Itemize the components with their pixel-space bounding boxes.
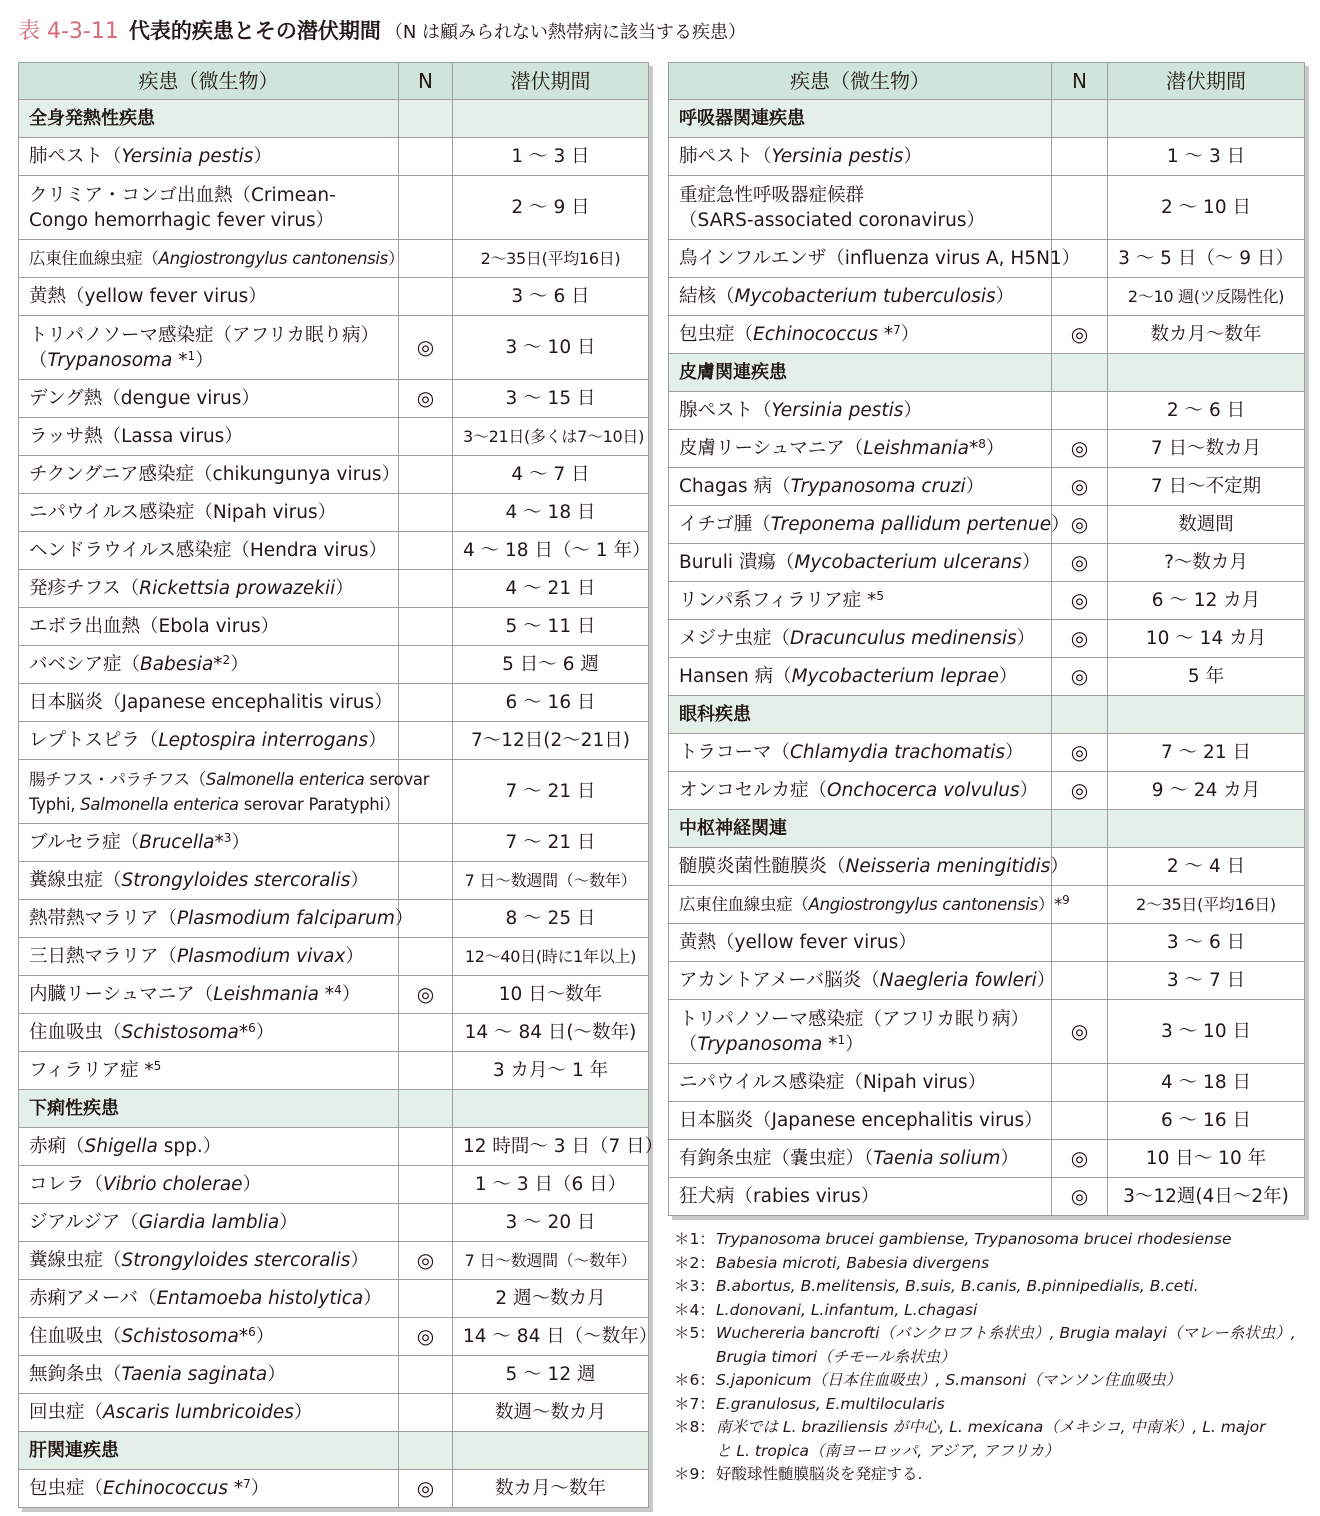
incubation-period-cell: 10 ～ 14 カ月: [1108, 620, 1305, 658]
footnote: [674, 1299, 1314, 1323]
incubation-period-cell: 3 ～ 5 日（～ 9 日）: [1108, 240, 1305, 278]
ntd-mark-cell: [399, 862, 453, 900]
disease-cell: Chagas 病（Trypanosoma cruzi）: [669, 468, 1052, 506]
ntd-mark-cell: [399, 1128, 453, 1166]
footnote-mark: ＊4：: [674, 1300, 715, 1319]
incubation-period-cell: 7 ～ 21 日: [453, 760, 649, 824]
disease-cell: レプトスピラ（Leptospira interrogans）: [19, 722, 399, 760]
disease-cell: 黄熱（yellow fever virus）: [19, 278, 399, 316]
table-label: 表 4-3-11: [18, 19, 119, 44]
category-n-cell: [1052, 100, 1108, 138]
table-row: [669, 468, 1305, 506]
disease-cell: バベシア症（Babesia*$^2$）: [19, 646, 399, 684]
table-row: [19, 1394, 649, 1432]
disease-cell: リンパ系フィラリア症 *$^5$: [669, 582, 1052, 620]
ntd-mark-cell: ◎: [1052, 772, 1108, 810]
footnote: [674, 1252, 1314, 1276]
ntd-mark-cell: [399, 684, 453, 722]
incubation-period-cell: 8 ～ 25 日: [453, 900, 649, 938]
ntd-mark-cell: [399, 722, 453, 760]
category-n-cell: [1052, 810, 1108, 848]
table-row: [669, 1064, 1305, 1102]
table-row: [669, 962, 1305, 1000]
incubation-period-cell: 数カ月～数年: [453, 1470, 649, 1508]
incubation-period-cell: 3 ～ 6 日: [1108, 924, 1305, 962]
disease-cell: 重症急性呼吸器症候群 （SARS-associated coronavirus）: [669, 176, 1052, 240]
ntd-mark-cell: [399, 1014, 453, 1052]
incubation-period-cell: 3 ～ 10 日: [453, 316, 649, 380]
incubation-period-cell: 14 ～ 84 日(～数年): [453, 1014, 649, 1052]
table-row: [19, 418, 649, 456]
incubation-period-cell: 12～40日(時に1年以上): [453, 938, 649, 976]
disease-cell: オンコセルカ症（Onchocerca volvulus）: [669, 772, 1052, 810]
ntd-mark-cell: ◎: [1052, 1178, 1108, 1216]
disease-cell: 結核（Mycobacterium tuberculosis）: [669, 278, 1052, 316]
incubation-period-cell: 3 ～ 20 日: [453, 1204, 649, 1242]
ntd-mark-cell: [399, 608, 453, 646]
ntd-mark-cell: ◎: [1052, 734, 1108, 772]
incubation-period-cell: 4 ～ 21 日: [453, 570, 649, 608]
table-row: [19, 1128, 649, 1166]
table-row: [19, 278, 649, 316]
incubation-period-cell: 7 ～ 21 日: [453, 824, 649, 862]
table-row: [669, 392, 1305, 430]
table-row: [19, 938, 649, 976]
table-row: [19, 1204, 649, 1242]
table-row: [19, 456, 649, 494]
footnote-mark: ＊7：: [674, 1394, 715, 1413]
table-row: [19, 570, 649, 608]
footnote-mark: [674, 1440, 716, 1464]
ntd-mark-cell: [399, 456, 453, 494]
table-row: [19, 646, 649, 684]
disease-cell: 腺ペスト（Yersinia pestis）: [669, 392, 1052, 430]
footnote: [674, 1228, 1314, 1252]
incubation-period-cell: 7 日～数カ月: [1108, 430, 1305, 468]
table-row: [19, 176, 649, 240]
table-row: [19, 532, 649, 570]
footnote-mark: ＊8：: [674, 1418, 715, 1436]
table-row: [19, 1014, 649, 1052]
disease-cell: 広東住血線虫症（Angiostrongylus cantonensis）: [19, 240, 399, 278]
disease-cell: クリミア・コンゴ出血熱（Crimean- Congo hemorrhagic fever virus）: [19, 176, 399, 240]
incubation-period-cell: 2 ～ 4 日: [1108, 848, 1305, 886]
ntd-mark-cell: [1052, 278, 1108, 316]
category-label: 下痢性疾患: [19, 1090, 399, 1128]
incubation-period-cell: 7～12日(2～21日): [453, 722, 649, 760]
category-label: 全身発熱性疾患: [19, 100, 399, 138]
table-row: [669, 1140, 1305, 1178]
category-n-cell: [399, 1432, 453, 1470]
footnote-text: Trypanosoma brucei gambiense, Trypanosoma brucei rhodesiense: [716, 1230, 1232, 1248]
incubation-period-cell: 3 ～ 15 日: [453, 380, 649, 418]
ntd-mark-cell: [399, 278, 453, 316]
ntd-mark-cell: [399, 1394, 453, 1432]
table-row: [19, 1280, 649, 1318]
disease-cell: エボラ出血熱（Ebola virus）: [19, 608, 399, 646]
ntd-mark-cell: ◎: [399, 316, 453, 380]
ntd-mark-cell: [399, 938, 453, 976]
disease-cell: トラコーマ（Chlamydia trachomatis）: [669, 734, 1052, 772]
category-n-cell: [399, 100, 453, 138]
table-row: [669, 772, 1305, 810]
disease-cell: 広東住血線虫症（Angiostrongylus cantonensis）*$^9$: [669, 886, 1052, 924]
category-n-cell: [1052, 354, 1108, 392]
disease-cell: 髄膜炎菌性髄膜炎（Neisseria meningitidis）: [669, 848, 1052, 886]
disease-cell: 発疹チフス（Rickettsia prowazekii）: [19, 570, 399, 608]
incubation-period-cell: 7 日～数週間（～数年）: [453, 862, 649, 900]
ntd-mark-cell: [399, 646, 453, 684]
disease-cell: 狂犬病（rabies virus）: [669, 1178, 1052, 1216]
disease-cell: アカントアメーバ脳炎（Naegleria fowleri）: [669, 962, 1052, 1000]
incubation-period-cell: 2 ～ 6 日: [1108, 392, 1305, 430]
incubation-period-cell: 3 ～ 10 日: [1108, 1000, 1305, 1064]
footnote-text: 好酸球性髄膜脳炎を発症する.: [716, 1465, 923, 1483]
ntd-mark-cell: ◎: [1052, 1000, 1108, 1064]
disease-cell: 糞線虫症（Strongyloides stercoralis）: [19, 1242, 399, 1280]
table-row: [669, 582, 1305, 620]
category-period-cell: [1108, 354, 1305, 392]
disease-cell: 皮膚リーシュマニア（Leishmania*$^8$）: [669, 430, 1052, 468]
incubation-period-cell: 3 カ月～ 1 年: [453, 1052, 649, 1090]
disease-cell: フィラリア症 *$^5$: [19, 1052, 399, 1090]
header-disease: 疾患（微生物）: [19, 63, 399, 100]
ntd-mark-cell: [1052, 138, 1108, 176]
incubation-period-cell: 1 ～ 3 日（6 日）: [453, 1166, 649, 1204]
disease-cell: イチゴ腫（Treponema pallidum pertenue）: [669, 506, 1052, 544]
incubation-period-cell: 数カ月～数年: [1108, 316, 1305, 354]
footnote: [674, 1275, 1314, 1299]
table-row: [669, 544, 1305, 582]
table-row: [19, 760, 649, 824]
header-period: 潜伏期間: [453, 63, 649, 100]
table-row: [19, 380, 649, 418]
category-label: 肝関連疾患: [19, 1432, 399, 1470]
table-row: [669, 138, 1305, 176]
table-row: [19, 900, 649, 938]
table-row: [19, 1318, 649, 1356]
incubation-table-left: [18, 62, 664, 1508]
incubation-period-cell: 3 ～ 6 日: [453, 278, 649, 316]
category-period-cell: [453, 100, 649, 138]
table-row: [19, 138, 649, 176]
incubation-period-cell: 5 日～ 6 週: [453, 646, 649, 684]
ntd-mark-cell: [1052, 392, 1108, 430]
ntd-mark-cell: [399, 138, 453, 176]
ntd-mark-cell: [1052, 176, 1108, 240]
incubation-period-cell: 4 ～ 18 日（～ 1 年）: [453, 532, 649, 570]
disease-cell: 包虫症（Echinococcus *$^7$）: [669, 316, 1052, 354]
table-row: [19, 1470, 649, 1508]
ntd-mark-cell: ◎: [1052, 582, 1108, 620]
ntd-mark-cell: [399, 240, 453, 278]
disease-cell: ラッサ熱（Lassa virus）: [19, 418, 399, 456]
footnote-text: L.donovani, L.infantum, L.chagasi: [716, 1300, 978, 1319]
footnote-text: B.abortus, B.melitensis, B.suis, B.canis, B.pinnipedialis, B.ceti.: [716, 1277, 1199, 1295]
category-n-cell: [1052, 696, 1108, 734]
incubation-period-cell: 3～12週(4日～2年): [1108, 1178, 1305, 1216]
footnote: [674, 1322, 1314, 1346]
category-label: 中枢神経関連: [669, 810, 1052, 848]
table-row: [19, 608, 649, 646]
disease-cell: Hansen 病（Mycobacterium leprae）: [669, 658, 1052, 696]
table-row: [669, 1000, 1305, 1064]
incubation-period-cell: 2 週～数カ月: [453, 1280, 649, 1318]
disease-cell: 日本脳炎（Japanese encephalitis virus）: [669, 1102, 1052, 1140]
incubation-period-cell: 10 日～数年: [453, 976, 649, 1014]
footnote: [674, 1440, 1314, 1464]
disease-cell: メジナ虫症（Dracunculus medinensis）: [669, 620, 1052, 658]
disease-cell: ニパウイルス感染症（Nipah virus）: [669, 1064, 1052, 1102]
table-row: [19, 316, 649, 380]
table-row: [669, 848, 1305, 886]
header-n: N: [1052, 63, 1108, 100]
category-period-cell: [1108, 696, 1305, 734]
ntd-mark-cell: ◎: [399, 1470, 453, 1508]
ntd-mark-cell: ◎: [1052, 620, 1108, 658]
category-row: [669, 810, 1305, 848]
disease-cell: 黄熱（yellow fever virus）: [669, 924, 1052, 962]
footnote-mark: ＊5：: [674, 1324, 715, 1342]
disease-cell: Buruli 潰瘍（Mycobacterium ulcerans）: [669, 544, 1052, 582]
disease-cell: 三日熱マラリア（Plasmodium vivax）: [19, 938, 399, 976]
ntd-mark-cell: [399, 176, 453, 240]
table-row: [669, 278, 1305, 316]
table-title: [18, 14, 746, 48]
table-row: [669, 430, 1305, 468]
ntd-mark-cell: [399, 1052, 453, 1090]
incubation-period-cell: 2～10 週(ツ反陽性化): [1108, 278, 1305, 316]
ntd-mark-cell: ◎: [399, 976, 453, 1014]
ntd-mark-cell: ◎: [1052, 658, 1108, 696]
footnote-mark: ＊9：: [674, 1465, 715, 1483]
ntd-mark-cell: ◎: [1052, 316, 1108, 354]
incubation-period-cell: 6 ～ 12 カ月: [1108, 582, 1305, 620]
ntd-mark-cell: ◎: [399, 1242, 453, 1280]
footnote-mark: ＊6：: [674, 1371, 715, 1389]
category-period-cell: [1108, 810, 1305, 848]
table-row: [669, 316, 1305, 354]
category-n-cell: [399, 1090, 453, 1128]
ntd-mark-cell: ◎: [1052, 468, 1108, 506]
disease-cell: ニパウイルス感染症（Nipah virus）: [19, 494, 399, 532]
table-row: [19, 824, 649, 862]
disease-cell: 内臓リーシュマニア（Leishmania *$^4$）: [19, 976, 399, 1014]
incubation-period-cell: 1 ～ 3 日: [453, 138, 649, 176]
table-row: [19, 1052, 649, 1090]
disease-cell: ブルセラ症（Brucella*$^3$）: [19, 824, 399, 862]
footnote-mark: [674, 1346, 716, 1370]
incubation-period-cell: 6 ～ 16 日: [1108, 1102, 1305, 1140]
ntd-mark-cell: ◎: [1052, 544, 1108, 582]
disease-cell: 有鉤条虫症（嚢虫症）（Taenia solium）: [669, 1140, 1052, 1178]
category-period-cell: [1108, 100, 1305, 138]
header-row: [19, 63, 649, 100]
footnote-text: 南米では L. braziliensis が中心, L. mexicana（メキシコ, 中南米）, L. major: [716, 1418, 1266, 1436]
incubation-period-cell: 5 ～ 11 日: [453, 608, 649, 646]
disease-cell: ジアルジア（Giardia lamblia）: [19, 1204, 399, 1242]
table-heading: 代表的疾患とその潜伏期間: [128, 19, 381, 43]
incubation-period-cell: 7 日～不定期: [1108, 468, 1305, 506]
table-row: [19, 1242, 649, 1280]
ntd-mark-cell: [1052, 962, 1108, 1000]
disease-cell: トリパノソーマ感染症（アフリカ眠り病） （Trypanosoma *$^1$）: [669, 1000, 1052, 1064]
incubation-period-cell: 3～21日(多くは7～10日): [453, 418, 649, 456]
disease-cell: 回虫症（Ascaris lumbricoides）: [19, 1394, 399, 1432]
table-row: [19, 1166, 649, 1204]
incubation-period-cell: 5 ～ 12 週: [453, 1356, 649, 1394]
incubation-period-cell: 数週間: [1108, 506, 1305, 544]
incubation-period-cell: 14 ～ 84 日（～数年）: [453, 1318, 649, 1356]
footnote-text: E.granulosus, E.multilocularis: [716, 1394, 945, 1413]
left-table-body: [19, 100, 664, 1508]
incubation-period-cell: 10 日～ 10 年: [1108, 1140, 1305, 1178]
table-row: [19, 494, 649, 532]
category-row: [669, 696, 1305, 734]
incubation-period-cell: 3 ～ 7 日: [1108, 962, 1305, 1000]
footnote-text: Wuchereria bancrofti（バンクロフト糸状虫）, Brugia malayi（マレー糸状虫）,: [716, 1324, 1296, 1342]
right-table-body: [669, 100, 1305, 1216]
category-row: [19, 1432, 649, 1470]
table-row: [669, 240, 1305, 278]
incubation-period-cell: 4 ～ 7 日: [453, 456, 649, 494]
table-row: [19, 684, 649, 722]
ntd-mark-cell: ◎: [1052, 506, 1108, 544]
incubation-period-cell: ?～数カ月: [1108, 544, 1305, 582]
table-row: [669, 734, 1305, 772]
header-period: 潜伏期間: [1108, 63, 1305, 100]
incubation-period-cell: 2～35日(平均16日): [453, 240, 649, 278]
ntd-mark-cell: [1052, 1064, 1108, 1102]
table-row: [669, 1102, 1305, 1140]
disease-cell: 熱帯熱マラリア（Plasmodium falciparum）: [19, 900, 399, 938]
ntd-mark-cell: [399, 1166, 453, 1204]
disease-cell: 日本脳炎（Japanese encephalitis virus）: [19, 684, 399, 722]
category-row: [19, 100, 649, 138]
incubation-table-right: [668, 62, 1305, 1216]
category-label: 皮膚関連疾患: [669, 354, 1052, 392]
footnote-text: S.japonicum（日本住血吸虫）, S.mansoni（マンソン住血吸虫）: [716, 1371, 1182, 1389]
footnote-mark: ＊3：: [674, 1277, 715, 1295]
disease-cell: 赤痢アメーバ（Entamoeba histolytica）: [19, 1280, 399, 1318]
ntd-mark-cell: [399, 570, 453, 608]
footnote-mark: ＊1：: [674, 1230, 715, 1248]
disease-cell: ヘンドラウイルス感染症（Hendra virus）: [19, 532, 399, 570]
ntd-mark-cell: ◎: [1052, 430, 1108, 468]
table-row: [19, 976, 649, 1014]
header-n: N: [399, 63, 453, 100]
ntd-mark-cell: [399, 1280, 453, 1318]
ntd-mark-cell: [399, 1356, 453, 1394]
disease-cell: 住血吸虫（Schistosoma*$^6$）: [19, 1014, 399, 1052]
ntd-mark-cell: [399, 494, 453, 532]
disease-cell: 鳥インフルエンザ（influenza virus A, H5N1）: [669, 240, 1052, 278]
incubation-period-cell: 2 ～ 9 日: [453, 176, 649, 240]
footnote-text: と L. tropica（南ヨーロッパ, アジア, アフリカ）: [716, 1441, 1060, 1460]
footnote-text: Babesia microti, Babesia divergens: [716, 1253, 990, 1272]
ntd-mark-cell: [399, 824, 453, 862]
footnote: [674, 1346, 1314, 1370]
category-row: [669, 354, 1305, 392]
table-row: [19, 722, 649, 760]
disease-cell: 赤痢（Shigella spp.）: [19, 1128, 399, 1166]
incubation-period-cell: 4 ～ 18 日: [453, 494, 649, 532]
table-note: （N は顧みられない熱帯病に該当する疾患）: [384, 22, 747, 43]
footnote: [674, 1416, 1314, 1440]
incubation-period-cell: 5 年: [1108, 658, 1305, 696]
ntd-mark-cell: ◎: [399, 1318, 453, 1356]
table-row: [669, 924, 1305, 962]
incubation-period-cell: 4 ～ 18 日: [1108, 1064, 1305, 1102]
table-row: [19, 1356, 649, 1394]
footnotes: [674, 1228, 1314, 1487]
incubation-period-cell: 9 ～ 24 カ月: [1108, 772, 1305, 810]
footnote-mark: ＊2：: [674, 1253, 715, 1272]
disease-cell: コレラ（Vibrio cholerae）: [19, 1166, 399, 1204]
table-row: [669, 886, 1305, 924]
footnote: [674, 1393, 1314, 1417]
category-row: [669, 100, 1305, 138]
disease-cell: 糞線虫症（Strongyloides stercoralis）: [19, 862, 399, 900]
table-row: [19, 862, 649, 900]
footnote: [674, 1463, 1314, 1487]
disease-cell: 腸チフス・パラチフス（Salmonella enterica serovar Typhi, Salmonella enterica serovar Paratyphi）: [19, 760, 399, 824]
disease-cell: デング熱（dengue virus）: [19, 380, 399, 418]
category-period-cell: [453, 1432, 649, 1470]
incubation-period-cell: 1 ～ 3 日: [1108, 138, 1305, 176]
header-disease: 疾患（微生物）: [669, 63, 1052, 100]
ntd-mark-cell: [1052, 924, 1108, 962]
incubation-period-cell: 6 ～ 16 日: [453, 684, 649, 722]
disease-cell: 無鉤条虫（Taenia saginata）: [19, 1356, 399, 1394]
disease-cell: 包虫症（Echinococcus *$^7$）: [19, 1470, 399, 1508]
disease-cell: 住血吸虫（Schistosoma*$^6$）: [19, 1318, 399, 1356]
table-row: [669, 176, 1305, 240]
ntd-mark-cell: [399, 418, 453, 456]
footnote-text: Brugia timori（チモール糸状虫）: [716, 1347, 956, 1366]
incubation-period-cell: 12 時間～ 3 日（7 日）: [453, 1128, 649, 1166]
table-row: [669, 1178, 1305, 1216]
table-row: [669, 658, 1305, 696]
category-period-cell: [453, 1090, 649, 1128]
disease-cell: チクングニア感染症（chikungunya virus）: [19, 456, 399, 494]
disease-cell: 肺ペスト（Yersinia pestis）: [19, 138, 399, 176]
ntd-mark-cell: ◎: [399, 380, 453, 418]
incubation-period-cell: 7 ～ 21 日: [1108, 734, 1305, 772]
table-row: [19, 240, 649, 278]
ntd-mark-cell: [399, 532, 453, 570]
incubation-period-cell: 7 日～数週間（～数年）: [453, 1242, 649, 1280]
category-label: 眼科疾患: [669, 696, 1052, 734]
disease-cell: トリパノソーマ感染症（アフリカ眠り病） （Trypanosoma *$^1$）: [19, 316, 399, 380]
ntd-mark-cell: [399, 1204, 453, 1242]
header-row: [669, 63, 1305, 100]
ntd-mark-cell: ◎: [1052, 1140, 1108, 1178]
category-label: 呼吸器関連疾患: [669, 100, 1052, 138]
incubation-period-cell: 2～35日(平均16日): [1108, 886, 1305, 924]
disease-cell: 肺ペスト（Yersinia pestis）: [669, 138, 1052, 176]
table-row: [669, 506, 1305, 544]
footnote: [674, 1369, 1314, 1393]
incubation-period-cell: 2 ～ 10 日: [1108, 176, 1305, 240]
incubation-period-cell: 数週～数カ月: [453, 1394, 649, 1432]
ntd-mark-cell: [1052, 1102, 1108, 1140]
table-row: [669, 620, 1305, 658]
category-row: [19, 1090, 649, 1128]
